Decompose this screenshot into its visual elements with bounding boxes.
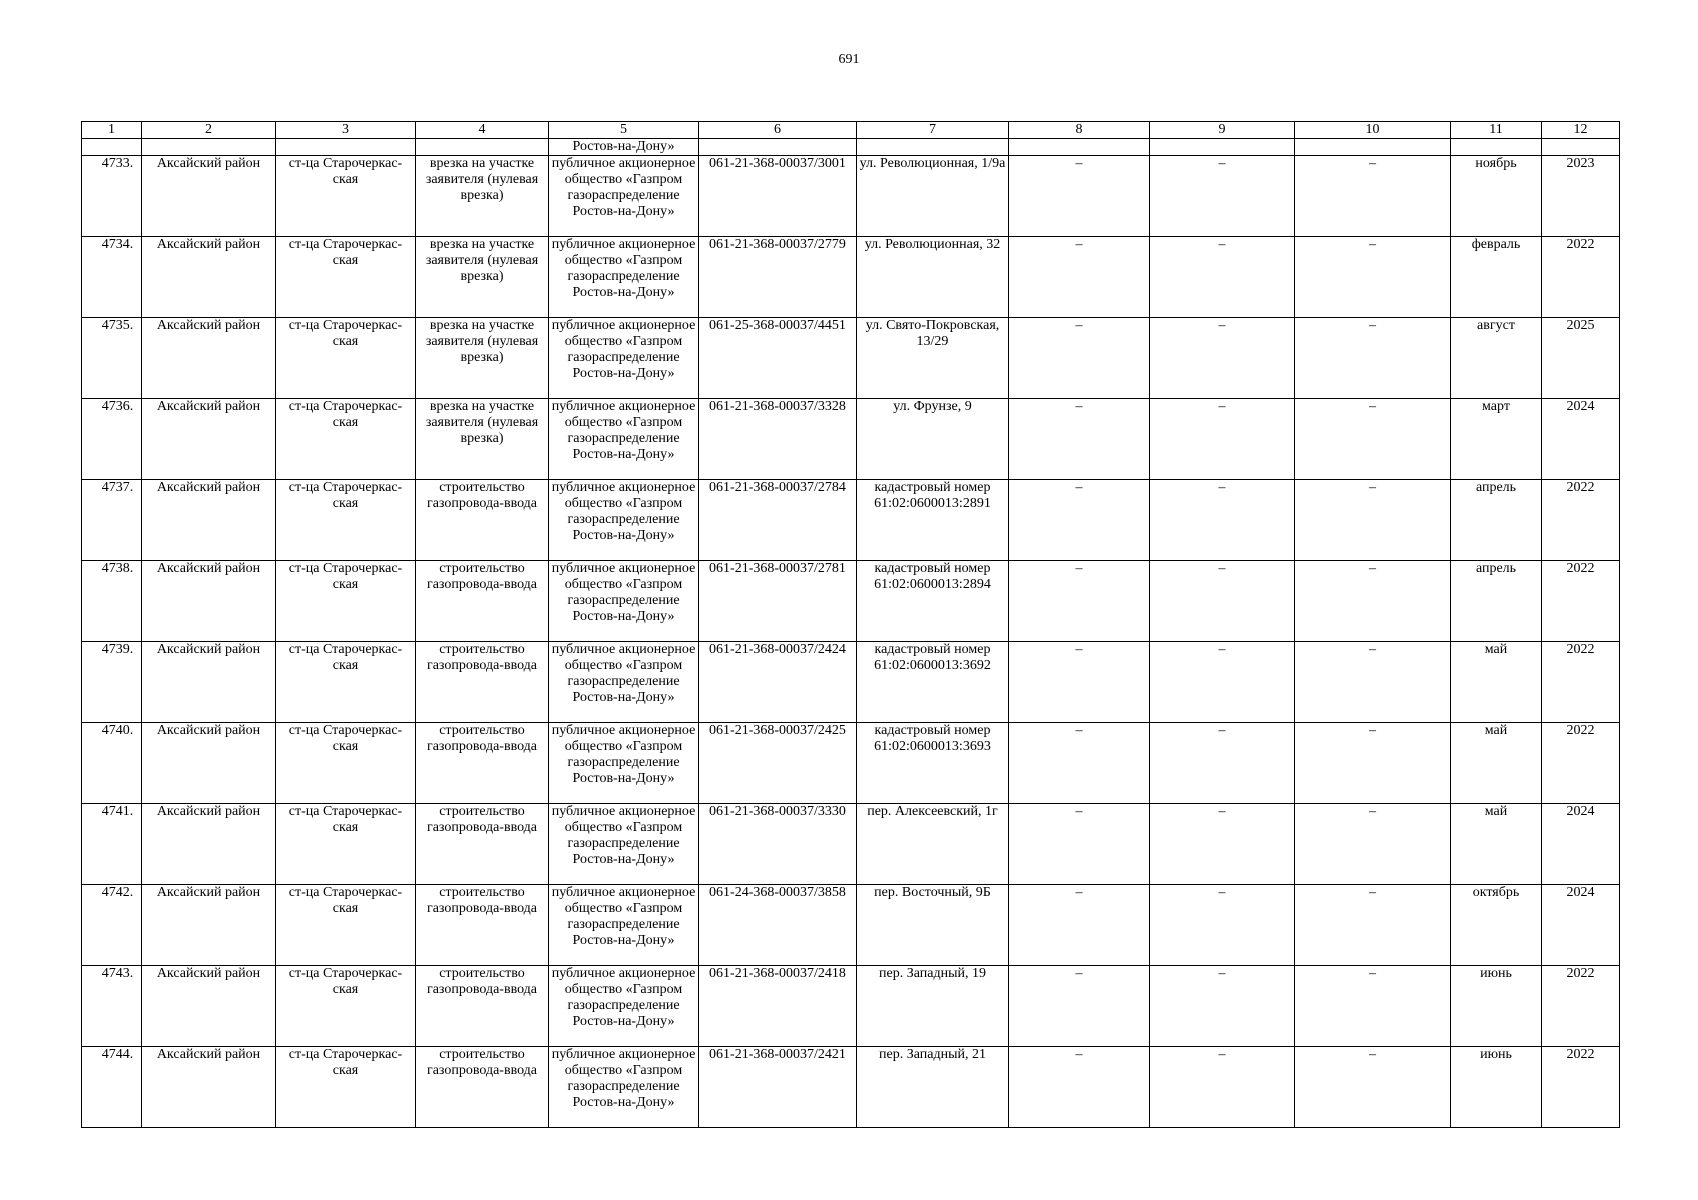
column-number-cell: 2 <box>142 122 276 139</box>
table-cell: апрель <box>1451 561 1542 642</box>
table-row <box>82 1047 1620 1128</box>
continuation-cell <box>699 139 857 156</box>
table-cell: 061-24-368-00037/3858 <box>699 885 857 966</box>
table-cell: 4742. <box>82 885 142 966</box>
table-cell: публичное акционерное общество «Газпром газораспределение Ростов-на-Дону» <box>549 156 699 237</box>
table-cell: 4733. <box>82 156 142 237</box>
table-cell: октябрь <box>1451 885 1542 966</box>
table-cell: ст-ца Старочеркас-ская <box>276 561 416 642</box>
continuation-cell <box>1295 139 1451 156</box>
column-number-cell: 6 <box>699 122 857 139</box>
table-cell: Аксайский район <box>142 399 276 480</box>
table-cell: пер. Алексеевский, 1г <box>857 804 1009 885</box>
table-cell: кадастровый номер 61:02:0600013:3693 <box>857 723 1009 804</box>
continuation-cell <box>1150 139 1295 156</box>
table-cell: строительство газопровода-ввода <box>416 885 549 966</box>
table-cell: строительство газопровода-ввода <box>416 966 549 1047</box>
table-cell: 061-21-368-00037/2418 <box>699 966 857 1047</box>
table-cell: 2022 <box>1542 723 1620 804</box>
table-cell: – <box>1295 723 1451 804</box>
table-cell: публичное акционерное общество «Газпром газораспределение Ростов-на-Дону» <box>549 885 699 966</box>
table-cell: ст-ца Старочеркас-ская <box>276 804 416 885</box>
table-cell: ст-ца Старочеркас-ская <box>276 237 416 318</box>
table-cell: пер. Восточный, 9Б <box>857 885 1009 966</box>
column-number-cell: 7 <box>857 122 1009 139</box>
table-cell: кадастровый номер 61:02:0600013:3692 <box>857 642 1009 723</box>
table-cell: Аксайский район <box>142 318 276 399</box>
table-cell: строительство газопровода-ввода <box>416 1047 549 1128</box>
table-cell: – <box>1009 723 1150 804</box>
table-cell: публичное акционерное общество «Газпром газораспределение Ростов-на-Дону» <box>549 723 699 804</box>
table-cell: – <box>1009 480 1150 561</box>
table-cell: апрель <box>1451 480 1542 561</box>
table-cell: 4737. <box>82 480 142 561</box>
column-number-cell: 10 <box>1295 122 1451 139</box>
table-cell: врезка на участке заявителя (нулевая врезка) <box>416 156 549 237</box>
table-row <box>82 885 1620 966</box>
table-cell: 2022 <box>1542 237 1620 318</box>
continuation-cell <box>276 139 416 156</box>
table-cell: – <box>1295 885 1451 966</box>
continuation-cell <box>82 139 142 156</box>
table-cell: 4744. <box>82 1047 142 1128</box>
table-cell: публичное акционерное общество «Газпром газораспределение Ростов-на-Дону» <box>549 804 699 885</box>
column-number-cell: 9 <box>1150 122 1295 139</box>
table-cell: – <box>1150 804 1295 885</box>
table-cell: – <box>1150 966 1295 1047</box>
table-row <box>82 642 1620 723</box>
table-cell: март <box>1451 399 1542 480</box>
table-cell: – <box>1150 480 1295 561</box>
table-row <box>82 480 1620 561</box>
table-cell: ул. Революционная, 1/9а <box>857 156 1009 237</box>
table-cell: – <box>1295 804 1451 885</box>
table-cell: 061-21-368-00037/2784 <box>699 480 857 561</box>
table-cell: – <box>1009 804 1150 885</box>
table-cell: 2023 <box>1542 156 1620 237</box>
table-cell: – <box>1150 318 1295 399</box>
continuation-cell <box>1009 139 1150 156</box>
table-cell: май <box>1451 723 1542 804</box>
table-cell: 2022 <box>1542 561 1620 642</box>
table-cell: врезка на участке заявителя (нулевая врезка) <box>416 237 549 318</box>
table-cell: публичное акционерное общество «Газпром газораспределение Ростов-на-Дону» <box>549 237 699 318</box>
table-cell: 4736. <box>82 399 142 480</box>
table-cell: май <box>1451 642 1542 723</box>
column-number-row <box>82 122 1620 139</box>
table-cell: публичное акционерное общество «Газпром газораспределение Ростов-на-Дону» <box>549 642 699 723</box>
table-row <box>82 318 1620 399</box>
table-row <box>82 156 1620 237</box>
continuation-cell <box>142 139 276 156</box>
table-cell: Аксайский район <box>142 804 276 885</box>
table-cell: Аксайский район <box>142 156 276 237</box>
table-row <box>82 723 1620 804</box>
table-cell: пер. Западный, 19 <box>857 966 1009 1047</box>
table-cell: 2024 <box>1542 885 1620 966</box>
table-cell: строительство газопровода-ввода <box>416 723 549 804</box>
table-row <box>82 966 1620 1047</box>
table-cell: ул. Революционная, 32 <box>857 237 1009 318</box>
table-cell: ст-ца Старочеркас-ская <box>276 642 416 723</box>
table-cell: – <box>1150 561 1295 642</box>
table-cell: – <box>1009 642 1150 723</box>
table-cell: публичное акционерное общество «Газпром газораспределение Ростов-на-Дону» <box>549 480 699 561</box>
table-cell: ул. Свято-Покровская, 13/29 <box>857 318 1009 399</box>
table-cell: – <box>1295 561 1451 642</box>
table-cell: 4740. <box>82 723 142 804</box>
table-cell: 2025 <box>1542 318 1620 399</box>
continuation-row <box>82 139 1620 156</box>
table-cell: август <box>1451 318 1542 399</box>
table-cell: – <box>1009 966 1150 1047</box>
table-cell: публичное акционерное общество «Газпром газораспределение Ростов-на-Дону» <box>549 399 699 480</box>
table-cell: май <box>1451 804 1542 885</box>
table-cell: ул. Фрунзе, 9 <box>857 399 1009 480</box>
table-cell: – <box>1150 237 1295 318</box>
table-cell: ноябрь <box>1451 156 1542 237</box>
table-cell: ст-ца Старочеркас-ская <box>276 1047 416 1128</box>
table-row <box>82 561 1620 642</box>
table-cell: кадастровый номер 61:02:0600013:2891 <box>857 480 1009 561</box>
table-cell: строительство газопровода-ввода <box>416 561 549 642</box>
page-number: 691 <box>838 52 860 67</box>
table-cell: 061-21-368-00037/2781 <box>699 561 857 642</box>
table-cell: июнь <box>1451 1047 1542 1128</box>
table-cell: – <box>1009 318 1150 399</box>
table-cell: Аксайский район <box>142 561 276 642</box>
table-cell: Аксайский район <box>142 966 276 1047</box>
table-cell: Аксайский район <box>142 885 276 966</box>
continuation-cell <box>857 139 1009 156</box>
table-cell: 061-21-368-00037/3330 <box>699 804 857 885</box>
table-cell: – <box>1009 885 1150 966</box>
table-cell: 4739. <box>82 642 142 723</box>
table-cell: – <box>1150 723 1295 804</box>
table-cell: Аксайский район <box>142 1047 276 1128</box>
table-cell: 061-21-368-00037/3328 <box>699 399 857 480</box>
data-table <box>81 121 1620 1128</box>
table-cell: 4743. <box>82 966 142 1047</box>
table-cell: – <box>1009 1047 1150 1128</box>
column-number-cell: 12 <box>1542 122 1620 139</box>
table-cell: строительство газопровода-ввода <box>416 642 549 723</box>
table-cell: 4741. <box>82 804 142 885</box>
table-cell: публичное акционерное общество «Газпром газораспределение Ростов-на-Дону» <box>549 966 699 1047</box>
table-cell: 2022 <box>1542 480 1620 561</box>
table-cell: 061-21-368-00037/2425 <box>699 723 857 804</box>
table-cell: – <box>1150 885 1295 966</box>
table-cell: Аксайский район <box>142 642 276 723</box>
column-number-cell: 11 <box>1451 122 1542 139</box>
table-cell: пер. Западный, 21 <box>857 1047 1009 1128</box>
table-cell: Аксайский район <box>142 480 276 561</box>
table-cell: – <box>1295 966 1451 1047</box>
table-cell: – <box>1295 480 1451 561</box>
table-cell: – <box>1295 399 1451 480</box>
table-cell: 061-25-368-00037/4451 <box>699 318 857 399</box>
table-cell: строительство газопровода-ввода <box>416 480 549 561</box>
table-cell: 2022 <box>1542 966 1620 1047</box>
table-cell: 061-21-368-00037/2779 <box>699 237 857 318</box>
table-cell: ст-ца Старочеркас-ская <box>276 318 416 399</box>
table-cell: публичное акционерное общество «Газпром газораспределение Ростов-на-Дону» <box>549 318 699 399</box>
table-cell: – <box>1295 237 1451 318</box>
column-number-cell: 3 <box>276 122 416 139</box>
table-cell: ст-ца Старочеркас-ская <box>276 156 416 237</box>
column-number-cell: 1 <box>82 122 142 139</box>
table-cell: – <box>1150 642 1295 723</box>
table-row <box>82 804 1620 885</box>
table-cell: врезка на участке заявителя (нулевая врезка) <box>416 399 549 480</box>
table-cell: 061-21-368-00037/2421 <box>699 1047 857 1128</box>
continuation-cell <box>416 139 549 156</box>
table-cell: 4738. <box>82 561 142 642</box>
table-cell: Аксайский район <box>142 723 276 804</box>
column-number-cell: 4 <box>416 122 549 139</box>
table-cell: февраль <box>1451 237 1542 318</box>
table-cell: 061-21-368-00037/3001 <box>699 156 857 237</box>
continuation-cell <box>1451 139 1542 156</box>
table-cell: – <box>1150 1047 1295 1128</box>
table-cell: ст-ца Старочеркас-ская <box>276 966 416 1047</box>
table-cell: – <box>1009 237 1150 318</box>
table-cell: – <box>1295 642 1451 723</box>
table-body <box>82 122 1620 1128</box>
table-cell: ст-ца Старочеркас-ская <box>276 399 416 480</box>
table-cell: – <box>1150 156 1295 237</box>
table-cell: – <box>1150 399 1295 480</box>
table-cell: 2024 <box>1542 804 1620 885</box>
table-cell: июнь <box>1451 966 1542 1047</box>
table-cell: – <box>1295 156 1451 237</box>
table-cell: 061-21-368-00037/2424 <box>699 642 857 723</box>
table-cell: ст-ца Старочеркас-ская <box>276 885 416 966</box>
table-cell: публичное акционерное общество «Газпром газораспределение Ростов-на-Дону» <box>549 1047 699 1128</box>
table-cell: врезка на участке заявителя (нулевая врезка) <box>416 318 549 399</box>
table-cell: публичное акционерное общество «Газпром газораспределение Ростов-на-Дону» <box>549 561 699 642</box>
column-number-cell: 8 <box>1009 122 1150 139</box>
table-cell: 4734. <box>82 237 142 318</box>
table-cell: ст-ца Старочеркас-ская <box>276 480 416 561</box>
table-cell: кадастровый номер 61:02:0600013:2894 <box>857 561 1009 642</box>
table-cell: – <box>1009 561 1150 642</box>
table-cell: 2022 <box>1542 1047 1620 1128</box>
table-cell: – <box>1295 318 1451 399</box>
continuation-cell <box>1542 139 1620 156</box>
table-row <box>82 399 1620 480</box>
table-cell: строительство газопровода-ввода <box>416 804 549 885</box>
table-cell: 4735. <box>82 318 142 399</box>
table-row <box>82 237 1620 318</box>
table-cell: – <box>1009 399 1150 480</box>
continuation-cell: Ростов-на-Дону» <box>549 139 699 156</box>
table-cell: – <box>1295 1047 1451 1128</box>
column-number-cell: 5 <box>549 122 699 139</box>
table-cell: 2022 <box>1542 642 1620 723</box>
table-cell: Аксайский район <box>142 237 276 318</box>
table-cell: – <box>1009 156 1150 237</box>
table-cell: 2024 <box>1542 399 1620 480</box>
table-cell: ст-ца Старочеркас-ская <box>276 723 416 804</box>
